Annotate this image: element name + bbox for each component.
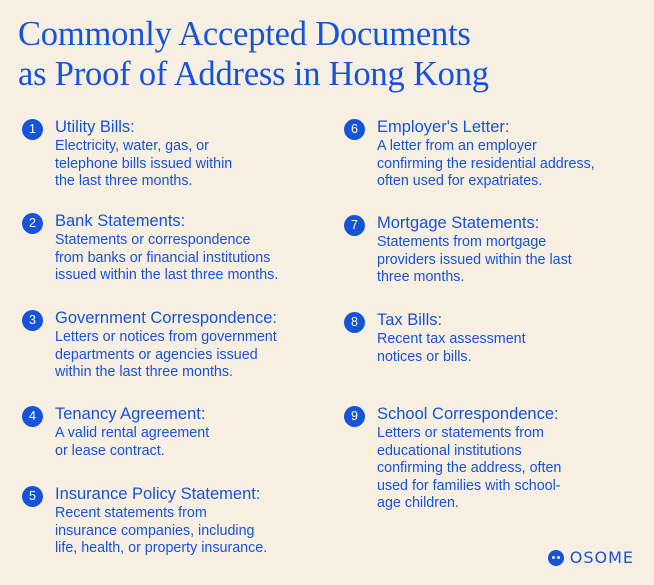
item-heading: Insurance Policy Statement: bbox=[55, 485, 261, 503]
brand-name: OSOME bbox=[569, 548, 634, 567]
number-badge: 7 bbox=[344, 215, 365, 236]
document-item-government-correspondence bbox=[22, 309, 320, 382]
item-heading: Tax Bills: bbox=[377, 311, 443, 329]
document-item-employers-letter bbox=[344, 118, 642, 191]
item-description: Statements or correspondence from banks or financial institutions issued within the last three months. bbox=[55, 232, 279, 284]
number-badge: 9 bbox=[344, 406, 365, 427]
item-description: Electricity, water, gas, or telephone bills issued within the last three months. bbox=[55, 138, 233, 190]
number-badge: 5 bbox=[22, 486, 43, 507]
number-badge: 8 bbox=[344, 312, 365, 333]
item-description: Letters or notices from government departments or agencies issued within the last three months. bbox=[55, 329, 277, 381]
document-item-bank-statements bbox=[22, 212, 320, 285]
number-badge: 1 bbox=[22, 119, 43, 140]
item-heading: Bank Statements: bbox=[55, 212, 186, 230]
document-item-insurance-policy-statement bbox=[22, 485, 320, 558]
item-heading: School Correspondence: bbox=[377, 405, 559, 423]
page-title-line-1: Commonly Accepted Documents bbox=[18, 15, 471, 53]
item-heading: Mortgage Statements: bbox=[377, 214, 540, 232]
document-item-mortgage-statements bbox=[344, 214, 642, 287]
item-description: Recent tax assessment notices or bills. bbox=[377, 331, 526, 365]
number-badge: 3 bbox=[22, 310, 43, 331]
page-title-line-2: as Proof of Address in Hong Kong bbox=[18, 55, 489, 93]
item-description: A valid rental agreement or lease contract. bbox=[55, 425, 210, 459]
number-badge: 4 bbox=[22, 406, 43, 427]
item-description: Letters or statements from educational institutions confirming the address, often used for families with school- age children. bbox=[377, 425, 562, 512]
number-badge: 6 bbox=[344, 119, 365, 140]
item-description: Statements from mortgage providers issued within the last three months. bbox=[377, 234, 572, 286]
document-item-tenancy-agreement bbox=[22, 405, 320, 460]
item-description: Recent statements from insurance companies, including life, health, or property insurance. bbox=[55, 505, 268, 557]
page-title bbox=[18, 14, 638, 94]
item-heading: Employer's Letter: bbox=[377, 118, 510, 136]
item-heading: Government Correspondence: bbox=[55, 309, 277, 327]
document-item-utility-bills bbox=[22, 118, 320, 191]
brand-logo bbox=[548, 548, 634, 567]
item-description: A letter from an employer confirming the residential address, often used for expatriates. bbox=[377, 138, 595, 190]
item-heading: Tenancy Agreement: bbox=[55, 405, 206, 423]
number-badge: 2 bbox=[22, 213, 43, 234]
item-heading: Utility Bills: bbox=[55, 118, 135, 136]
osome-logo-icon bbox=[548, 550, 564, 566]
document-item-tax-bills bbox=[344, 311, 642, 366]
document-item-school-correspondence bbox=[344, 405, 642, 513]
